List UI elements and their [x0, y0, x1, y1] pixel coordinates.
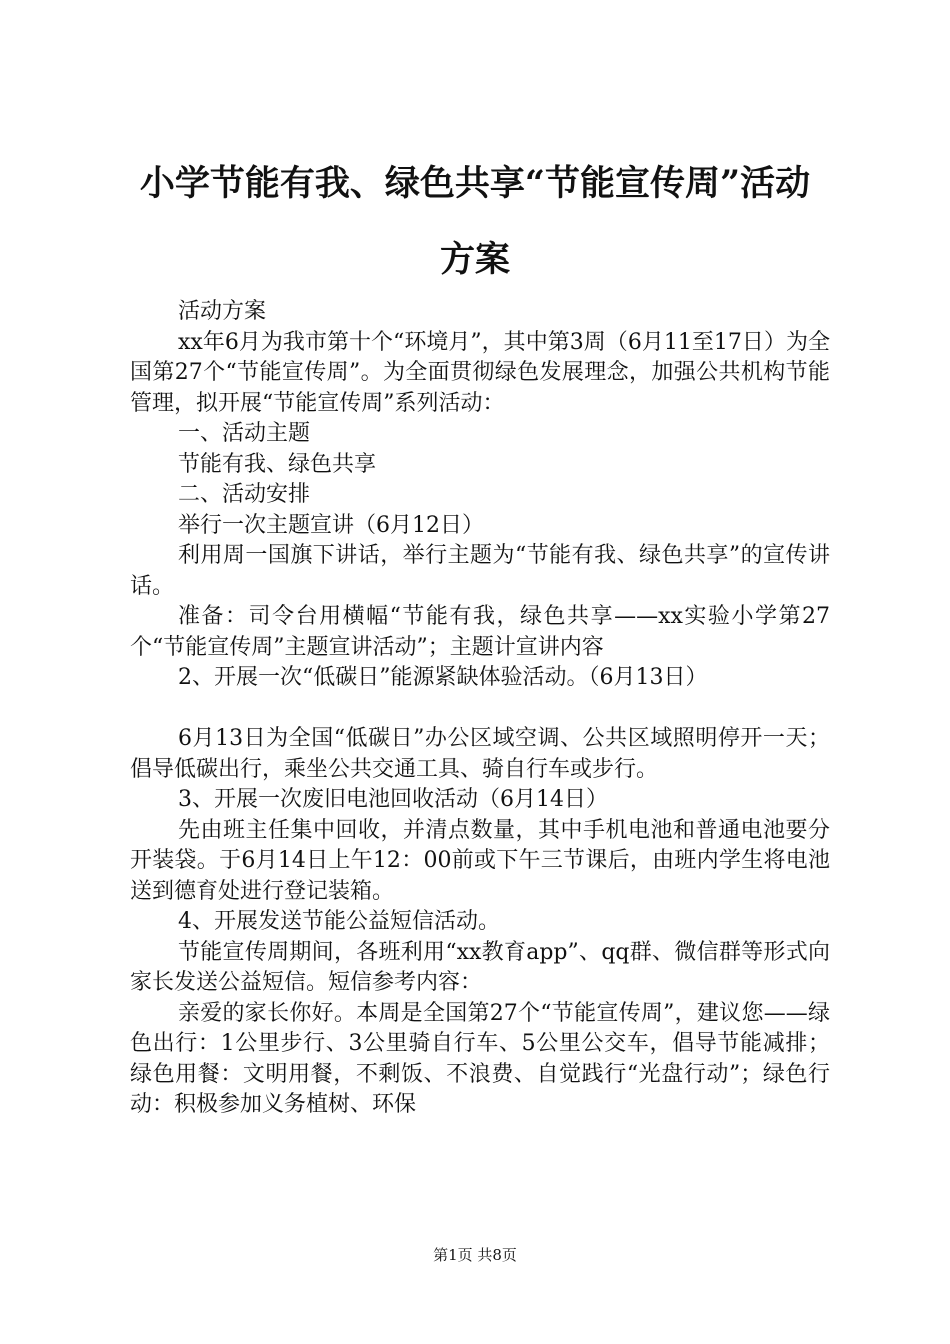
paragraph: 节能有我、绿色共享 — [178, 451, 377, 477]
document-title-line-1: 小学节能有我、绿色共享“节能宣传周”活动 — [139, 163, 811, 204]
paragraph: 3、开展一次废旧电池回收活动（6月14日） — [178, 787, 608, 812]
paragraph: 一、活动主题 — [178, 421, 311, 446]
paragraph: 先由班主任集中回收，并清点数量，其中手机电池和普通电池要分开装袋。于6月14日上午12：00前或下午三节课后，由班内学生将电池送到德育处进行登记装箱。 — [130, 817, 830, 904]
paragraph: 2、开展一次“低碳日”能源紧缺体验活动。（6月13日） — [178, 665, 708, 690]
blank-line — [130, 694, 830, 725]
document-body — [130, 297, 830, 1121]
page-number-footer: 第1页 共8页 — [433, 1246, 517, 1264]
paragraph: 4、开展发送节能公益短信活动。 — [178, 909, 500, 934]
paragraph: 利用周一国旗下讲话，举行主题为“节能有我、绿色共享”的宣传讲话。 — [130, 543, 830, 599]
paragraph: xx年6月为我市第十个“环境月”，其中第3周（6月11至17日）为全国第27个“节能宣传周”。为全面贯彻绿色发展理念，加强公共机构节能管理，拟开展“节能宣传周”系列活动： — [130, 329, 830, 416]
paragraph: 二、活动安排 — [178, 482, 311, 507]
paragraph: 节能宣传周期间，各班利用“xx教育app”、qq群、微信群等形式向家长发送公益短信。短信参考内容： — [130, 939, 830, 995]
document-title-line-2: 方案 — [439, 239, 510, 280]
paragraph: 活动方案 — [178, 299, 267, 324]
paragraph: 6月13日为全国“低碳日”办公区域空调、公共区域照明停开一天；倡导低碳出行，乘坐公共交通工具、骑自行车或步行。 — [130, 726, 830, 782]
paragraph: 准备：司令台用横幅“节能有我，绿色共享——xx实验小学第27个“节能宣传周”主题宣讲活动”；主题计宣讲内容 — [130, 604, 830, 660]
paragraph: 举行一次主题宣讲（6月12日） — [178, 512, 484, 538]
paragraph: 亲爱的家长你好。本周是全国第27个“节能宣传周”，建议您——绿色出行：1公里步行、3公里骑自行车、5公里公交车，倡导节能减排；绿色用餐：文明用餐，不剩饭、不浪费、自觉践行“光盘行动”；绿色行动：积极参加义务植树、环保 — [130, 1000, 830, 1117]
